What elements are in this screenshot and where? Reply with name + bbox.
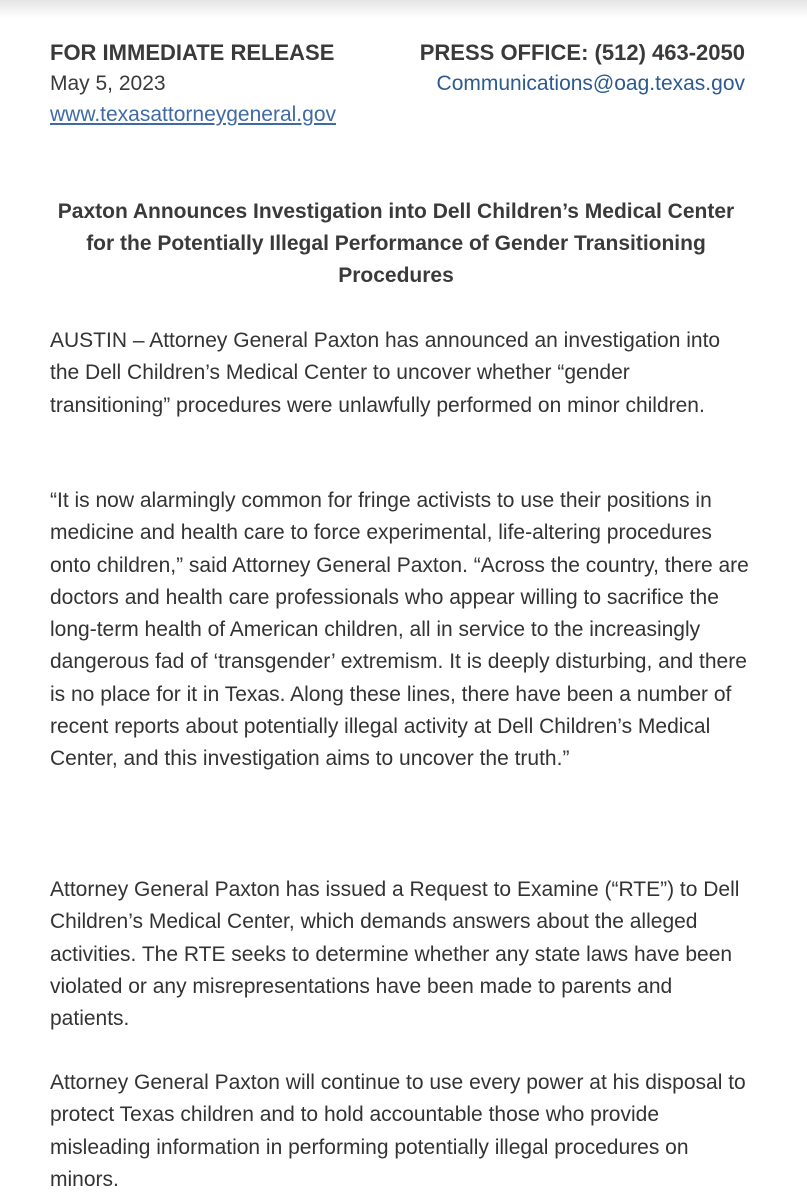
release-date: May 5, 2023 [50,72,166,95]
body-paragraph-4: Attorney General Paxton will continue to use every power at his disposal to protect Texas children and to hold accountable those who provide misleading information in performing potentially illegal procedures on minors. [50,1071,746,1191]
press-office-info [420,38,745,99]
page-top-edge [0,0,807,18]
press-office-phone: PRESS OFFICE: (512) 463-2050 [419,40,745,65]
website-link[interactable]: www.texasattorneygeneral.gov [50,103,336,126]
release-info [50,38,356,130]
body-paragraph-1: AUSTIN – Attorney General Paxton has announced an investigation into the Dell Children’s Medical Center to uncover whether “gender transitioning” procedures were unlawfully performed on minor children. [50,329,721,417]
release-label: FOR IMMEDIATE RELEASE [50,40,335,65]
press-release-headline: Paxton Announces Investigation into Dell Children’s Medical Center for the Potentially Illegal Performance of Gender Transitioning Procedures [57,200,735,287]
body-paragraph-2: “It is now alarmingly common for fringe activists to use their positions in medicine and health care to force experimental, life-altering procedures onto children,” said Attorney General Paxton. “Across the country, there are doctors and health care professionals who appear willing to sacrifice the long-term health of American children, all in service to the increasingly dangerous fad of ‘transgender’ extremism. It is deeply disturbing, and there is no place for it in Texas. Along these lines, there have been a number of recent reports about potentially illegal activity at Dell Children’s Medical Center, and this investigation aims to uncover the truth.” [50,489,749,771]
body-paragraph-3: Attorney General Paxton has issued a Request to Examine (“RTE”) to Dell Children’s Medical Center, which demands answers about the alleged activities. The RTE seeks to determine whether any state laws have been violated or any misrepresentations have been made to parents and patients. [50,878,740,1031]
press-email-link[interactable]: Communications@oag.texas.gov [436,72,745,95]
